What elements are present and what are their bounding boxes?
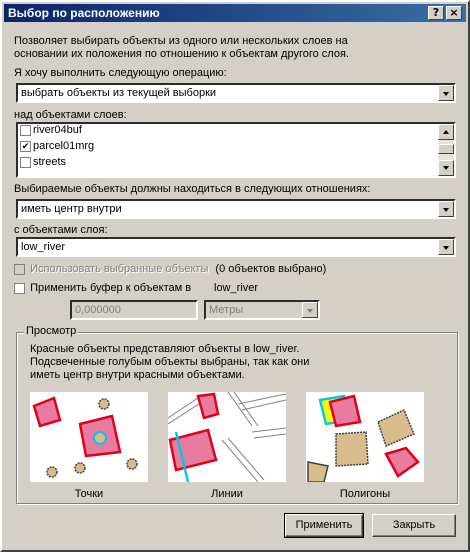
layer-name: parcel01mrg — [33, 140, 95, 152]
lines-preview-image — [168, 392, 286, 482]
polygons-preview-image — [306, 392, 424, 482]
operation-label: Я хочу выполнить следующую операцию: — [14, 67, 227, 79]
layers-scrollbar[interactable] — [438, 124, 454, 176]
checkmark-icon[interactable]: ✔ — [21, 140, 30, 151]
source-layer-label: с объектами слоя: — [14, 224, 108, 236]
points-caption: Точки — [74, 488, 104, 500]
operation-select[interactable] — [16, 83, 456, 103]
use-selected-row — [14, 263, 326, 275]
buffer-row — [14, 282, 191, 294]
apply-button[interactable]: Применить — [285, 514, 363, 537]
buffer-distance-value: 0,000000 — [75, 304, 121, 316]
scroll-thumb[interactable] — [438, 144, 454, 154]
chevron-down-icon[interactable] — [438, 201, 454, 217]
preview-line-3: иметь центр внутри красными объектами. — [30, 369, 245, 381]
source-layer-value: low_river — [21, 241, 66, 253]
relation-value: иметь центр внутри — [21, 203, 122, 215]
checkbox-icon[interactable] — [20, 125, 31, 136]
buffer-distance-input[interactable] — [70, 300, 198, 320]
close-button[interactable]: Закрыть — [372, 514, 456, 537]
layer-name: streets — [33, 156, 67, 168]
scroll-up-icon[interactable] — [438, 124, 454, 140]
preview-description — [30, 343, 309, 382]
preview-group-label: Просмотр — [26, 325, 77, 337]
window-title: Выбор по расположению — [8, 6, 160, 20]
layer-item-river04buf[interactable] — [18, 124, 454, 140]
chevron-down-icon[interactable] — [302, 302, 318, 318]
relation-label: Выбираемые объекты должны находиться в следующих отношениях: — [14, 183, 371, 195]
title-bar[interactable] — [4, 4, 466, 22]
polygons-caption: Полигоны — [339, 488, 391, 500]
help-icon[interactable]: ? — [428, 6, 444, 20]
points-preview-image — [30, 392, 148, 482]
preview-line-2: Подсвеченные голубым объекты выбраны, так как они — [30, 356, 310, 368]
source-layer-select[interactable] — [16, 237, 456, 257]
lines-caption: Линии — [211, 488, 243, 500]
close-icon[interactable]: × — [446, 6, 462, 20]
chevron-down-icon[interactable] — [438, 85, 454, 101]
buffer-units-value: Метры — [209, 304, 244, 316]
chevron-down-icon[interactable] — [438, 239, 454, 255]
layer-item-streets[interactable] — [18, 156, 454, 172]
layers-label: над объектами слоев: — [14, 109, 127, 121]
scroll-down-icon[interactable] — [438, 160, 454, 176]
relation-select[interactable] — [16, 199, 456, 219]
buffer-units-select[interactable] — [204, 300, 320, 320]
layer-item-parcel01mrg[interactable] — [18, 140, 454, 156]
use-selected-checkbox[interactable] — [14, 264, 25, 275]
buffer-label: Применить буфер к объектам в — [30, 282, 192, 294]
checkbox-icon[interactable] — [20, 157, 31, 168]
intro-text: Позволяет выбирать объекты из одного или нескольких слоев на основании их положения по отношению к объектам другого слоя. — [14, 35, 349, 60]
buffer-layer: low_river — [214, 282, 259, 294]
layers-list[interactable] — [16, 122, 456, 178]
operation-value: выбрать объекты из текущей выборки — [21, 87, 217, 99]
preview-line-1: Красные объекты представляют объекты в low_river. — [30, 343, 300, 355]
use-selected-label: Использовать выбранные объекты — [30, 263, 209, 275]
selected-count: (0 объектов выбрано) — [215, 263, 327, 275]
layer-name: river04buf — [33, 124, 82, 136]
buffer-checkbox[interactable] — [14, 283, 25, 294]
